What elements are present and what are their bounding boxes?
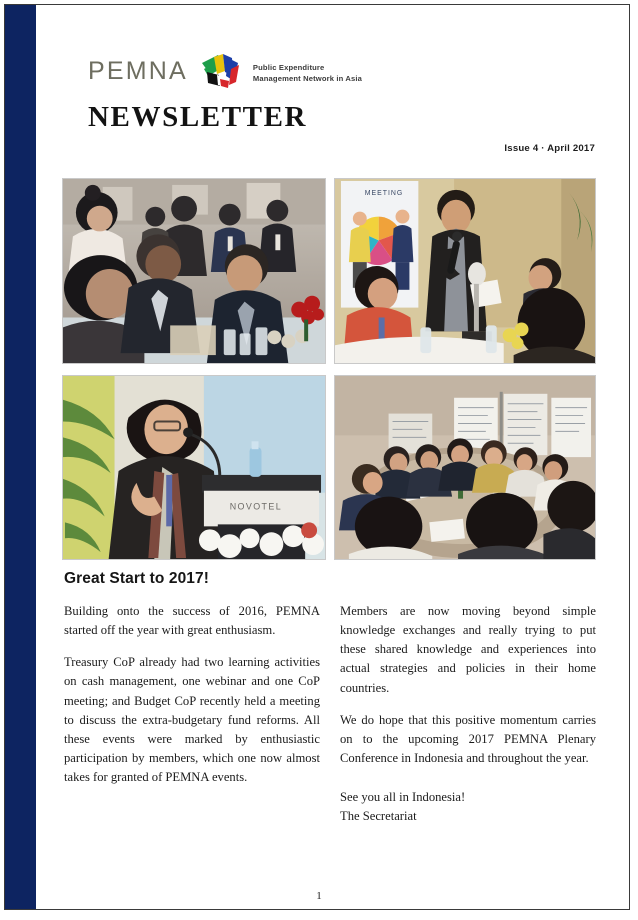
article-columns (64, 602, 596, 826)
paragraph: Building onto the success of 2016, PEMNA started off the year with great enthusiasm. (64, 604, 320, 638)
photo-networking-session (62, 178, 326, 364)
photo-grid (62, 178, 596, 560)
signoff-greeting: See you all in Indonesia! (340, 790, 466, 805)
page-title: NEWSLETTER (88, 101, 308, 133)
left-accent-bar (5, 5, 36, 909)
issue-label: Issue 4 · April 2017 (504, 143, 595, 154)
brand-row (88, 48, 588, 94)
brand-tagline-line-1: Public Expenditure (252, 63, 325, 73)
photo-podium-presenter (62, 375, 326, 560)
brand-tagline (253, 57, 362, 85)
svg-text:NOVOTEL: NOVOTEL (229, 501, 283, 512)
pemna-ribbon-logo-icon (198, 49, 242, 93)
article-column-left (64, 602, 320, 826)
brand-tagline-line-2: Management Network in Asia (252, 74, 363, 83)
paragraph: Members are now moving beyond simple knowledge exchanges and really trying to put these shared knowledge and experiences into actual strategies and policies in their home countries. (340, 604, 596, 695)
paragraph: Treasury CoP already had two learning activities on cash management, one webinar and one CoP meeting; and Budget CoP recently held a meeting to discuss the extra-budgetary fund reforms. All these events were marked by enthusiastic participation by members, which one now almost takes for granted of PEMNA events. (64, 655, 320, 785)
photo-speaker-microphone (334, 178, 596, 364)
photo-roundtable-discussion (334, 375, 596, 560)
page-number: 1 (316, 890, 322, 902)
article-heading: Great Start to 2017! (64, 570, 209, 587)
svg-text:MEETING: MEETING (364, 189, 404, 197)
paragraph: We do hope that this positive momentum carries on to the upcoming 2017 PEMNA Plenary Conference in Indonesia and throughout the year. (340, 712, 596, 765)
signoff-author: The Secretariat (340, 809, 417, 824)
brand-wordmark: PEMNA (88, 56, 188, 85)
article (64, 570, 596, 826)
article-column-right (340, 602, 596, 826)
masthead (88, 48, 588, 132)
